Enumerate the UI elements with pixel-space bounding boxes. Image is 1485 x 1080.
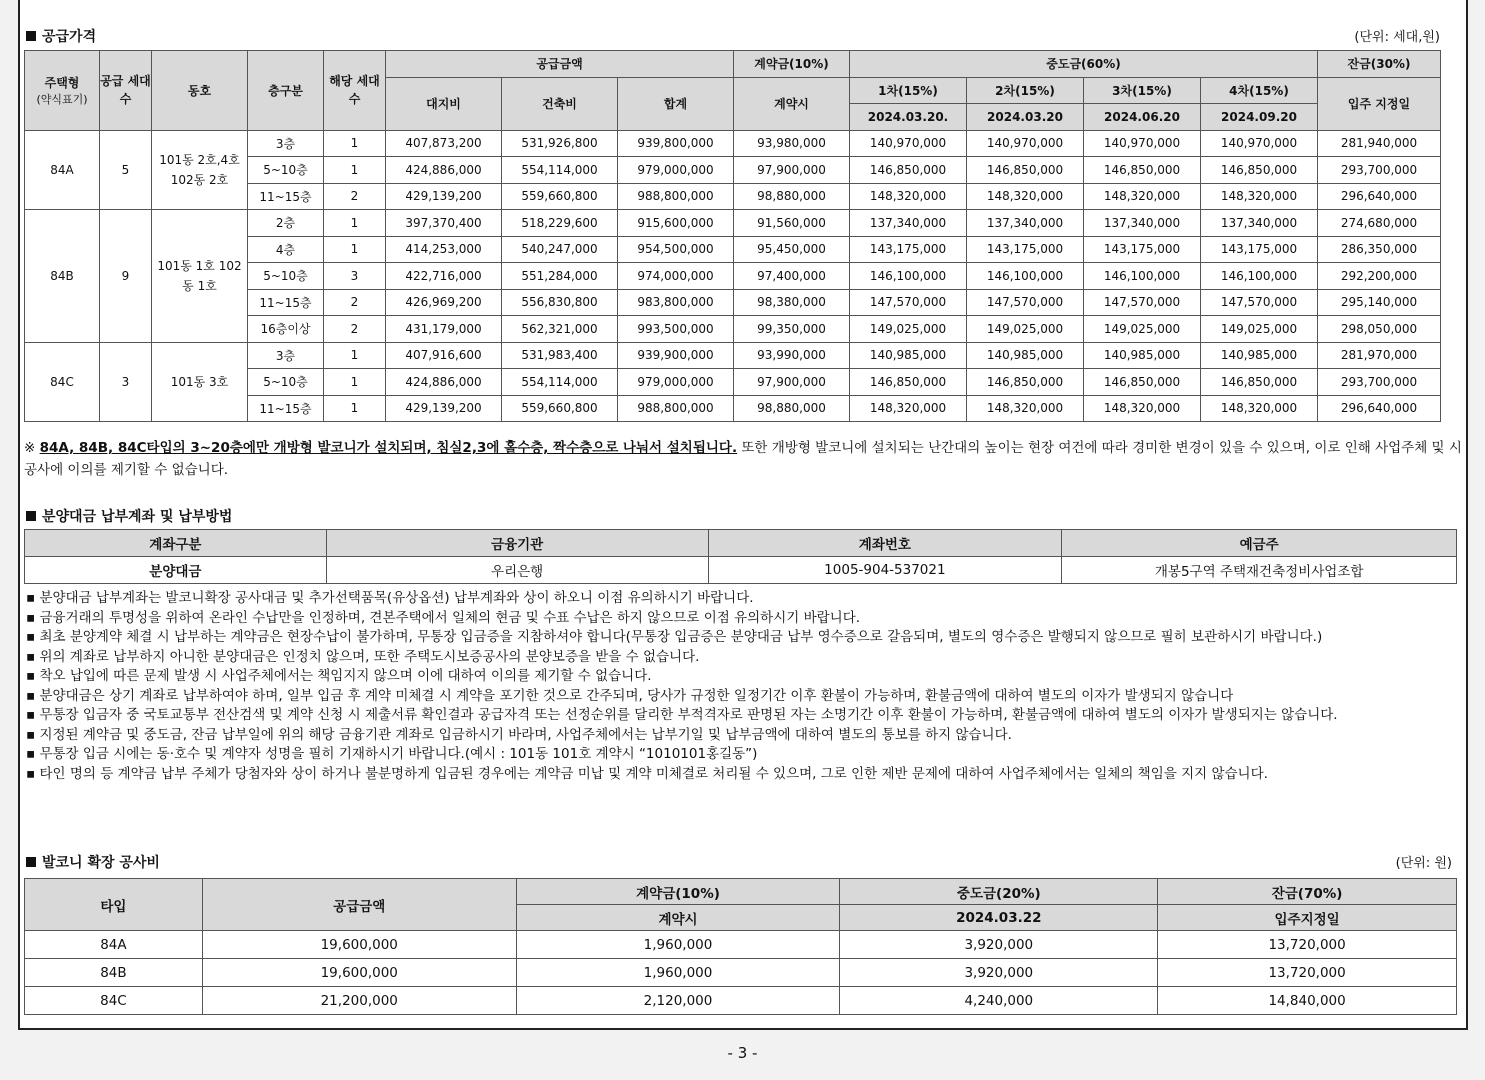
section-title-payment-account	[26, 506, 232, 526]
table-cell: 19,600,000	[202, 959, 516, 987]
table-cell: 293,700,000	[1318, 157, 1441, 184]
square-bullet-icon: ▪	[26, 648, 40, 665]
header-account-holder: 예금주	[1062, 530, 1457, 557]
table-cell: 148,320,000	[967, 183, 1084, 210]
header-deposit-when: 계약시	[734, 77, 850, 130]
table-cell: 147,570,000	[1084, 289, 1201, 316]
table-row	[25, 931, 1457, 959]
square-bullet-icon: ▪	[26, 629, 40, 645]
table-cell: 296,640,000	[1318, 395, 1441, 422]
header-b-deposit: 계약금(10%)	[516, 879, 840, 905]
table-cell: 97,900,000	[734, 369, 850, 396]
list-item-text: 분양대금 납부계좌는 발코니확장 공사대금 및 추가선택품목(유상옵션) 납부계좌와 상이 하오니 이점 유의하시기 바랍니다.	[39, 590, 754, 606]
table-cell: 979,000,000	[618, 369, 734, 396]
cell-supply-units: 9	[100, 210, 152, 343]
table-cell: 148,320,000	[967, 395, 1084, 422]
header-m3: 3차(15%)	[1084, 77, 1201, 104]
table-cell: 274,680,000	[1318, 210, 1441, 237]
table-cell: 554,114,000	[502, 157, 618, 184]
header-house-type	[25, 51, 100, 131]
list-item	[26, 628, 1446, 648]
header-m1: 1차(15%)	[850, 77, 967, 104]
table-cell: 146,100,000	[967, 263, 1084, 290]
table-cell: 281,970,000	[1318, 342, 1441, 369]
square-bullet-icon: ▪	[26, 668, 40, 684]
header-balance-when: 입주 지정일	[1318, 77, 1441, 130]
document-page	[18, 0, 1468, 1030]
table-cell: 98,880,000	[734, 183, 850, 210]
header-m2-date: 2024.03.20	[967, 104, 1084, 131]
table-cell: 84B	[25, 959, 203, 987]
table-cell: 540,247,000	[502, 236, 618, 263]
table-cell: 137,340,000	[967, 210, 1084, 237]
list-item	[26, 609, 1446, 629]
balcony-note	[24, 437, 1464, 481]
table-cell: 531,926,800	[502, 130, 618, 157]
table-cell: 137,340,000	[1201, 210, 1318, 237]
table-cell: 3,920,000	[840, 931, 1158, 959]
table-cell: 13,720,000	[1158, 959, 1457, 987]
table-cell: 148,320,000	[1201, 395, 1318, 422]
header-type: 타입	[25, 879, 203, 931]
table-cell: 424,886,000	[386, 369, 502, 396]
header-m2: 2차(15%)	[967, 77, 1084, 104]
table-cell: 146,100,000	[1084, 263, 1201, 290]
list-item	[26, 765, 1446, 785]
list-item-text: 착오 납입에 따른 문제 발생 시 사업주체에서는 책임지지 않으며 이에 대하여 이의를 제기할 수 없습니다.	[39, 668, 652, 684]
table-cell: 146,850,000	[1084, 157, 1201, 184]
table-cell: 84C	[25, 987, 203, 1015]
table-cell: 5~10층	[248, 369, 324, 396]
payment-account-table	[24, 529, 1457, 584]
table-cell: 146,850,000	[850, 157, 967, 184]
table-cell: 1	[324, 342, 386, 369]
header-dong-ho: 동호	[152, 51, 248, 131]
table-cell: 140,985,000	[850, 342, 967, 369]
balcony-cost-table-body	[25, 931, 1457, 1015]
header-balance: 잔금(30%)	[1318, 51, 1441, 78]
table-cell: 2,120,000	[516, 987, 840, 1015]
list-item	[26, 706, 1446, 726]
table-cell: 140,970,000	[850, 130, 967, 157]
table-cell: 1,960,000	[516, 959, 840, 987]
table-cell: 91,560,000	[734, 210, 850, 237]
header-total: 합계	[618, 77, 734, 130]
table-cell: 3	[324, 263, 386, 290]
cell-house-type: 84C	[25, 342, 100, 422]
list-item	[26, 667, 1446, 687]
table-cell: 397,370,400	[386, 210, 502, 237]
cell-dong-ho: 101동 1호 102동 1호	[152, 210, 248, 343]
header-m1-date: 2024.03.20.	[850, 104, 967, 131]
cell-house-type: 84A	[25, 130, 100, 210]
table-cell: 140,985,000	[967, 342, 1084, 369]
table-cell: 988,800,000	[618, 395, 734, 422]
table-cell: 16층이상	[248, 316, 324, 343]
table-cell: 146,100,000	[1201, 263, 1318, 290]
square-bullet-icon: ▪	[26, 687, 40, 704]
header-land: 대지비	[386, 77, 502, 130]
header-house-type-sub: (약식표기)	[36, 92, 88, 106]
table-cell: 93,990,000	[734, 342, 850, 369]
header-b-balance-when: 입주지정일	[1158, 905, 1457, 931]
table-row	[25, 130, 1441, 157]
table-cell: 146,850,000	[850, 369, 967, 396]
table-cell: 407,873,200	[386, 130, 502, 157]
table-cell: 143,175,000	[1201, 236, 1318, 263]
list-item-text: 타인 명의 등 계약금 납부 주체가 당첨자와 상이 하거나 불분명하게 입금된 경우에는 계약금 미납 및 계약 미체결로 처리될 수 있으며, 그로 인한 제반 문제에 대하여 사업주체에서는 일체의 책임을 지지 않습니다.	[39, 765, 1268, 782]
list-item-text: 지정된 계약금 및 중도금, 잔금 납부일에 위의 해당 금융기관 계좌로 입금하시기 바라며, 사업주체에서는 납부기일 및 납부금액에 대하여 별도의 통보를 하지 않습니다.	[39, 726, 1012, 743]
table-cell: 149,025,000	[967, 316, 1084, 343]
table-cell: 559,660,800	[502, 395, 618, 422]
square-bullet-icon: ▪	[26, 707, 40, 723]
table-cell: 137,340,000	[850, 210, 967, 237]
table-cell: 2	[324, 183, 386, 210]
table-cell: 3층	[248, 342, 324, 369]
table-cell: 518,229,600	[502, 210, 618, 237]
table-cell: 5~10층	[248, 263, 324, 290]
list-item-text: 무통장 입금 시에는 동·호수 및 계약자 성명을 필히 기재하시기 바랍니다.(예시 : 101동 101호 계약시 “1010101홍길동”)	[39, 746, 758, 762]
table-cell: 298,050,000	[1318, 316, 1441, 343]
table-cell: 140,970,000	[1084, 130, 1201, 157]
table-cell: 98,880,000	[734, 395, 850, 422]
header-supply-units: 공급 세대 수	[100, 51, 152, 131]
header-middle: 중도금(60%)	[850, 51, 1318, 78]
header-bank: 금융기관	[326, 530, 708, 557]
table-cell: 19,600,000	[202, 931, 516, 959]
square-bullet-icon: ▪	[26, 726, 40, 743]
header-supply-amount: 공급금액	[386, 51, 734, 78]
header-units: 해당 세대수	[324, 51, 386, 131]
table-cell: 939,900,000	[618, 342, 734, 369]
square-bullet-icon: ▪	[26, 590, 40, 606]
list-item	[26, 726, 1446, 746]
supply-price-table	[24, 50, 1441, 422]
header-m3-date: 2024.06.20	[1084, 104, 1201, 131]
table-cell: 143,175,000	[850, 236, 967, 263]
unit-label-balcony: (단위: 원)	[1395, 856, 1452, 871]
cell-dong-ho: 101동 3호	[152, 342, 248, 422]
table-cell: 1	[324, 130, 386, 157]
table-row	[25, 987, 1457, 1015]
table-cell: 295,140,000	[1318, 289, 1441, 316]
table-cell: 14,840,000	[1158, 987, 1457, 1015]
header-building: 건축비	[502, 77, 618, 130]
table-cell: 562,321,000	[502, 316, 618, 343]
table-cell: 414,253,000	[386, 236, 502, 263]
table-cell: 147,570,000	[967, 289, 1084, 316]
table-cell: 286,350,000	[1318, 236, 1441, 263]
table-cell: 21,200,000	[202, 987, 516, 1015]
table-cell: 140,985,000	[1201, 342, 1318, 369]
square-bullet-icon: ▪	[26, 746, 40, 762]
section-title-text: 발코니 확장 공사비	[42, 855, 160, 871]
table-cell: 11~15층	[248, 289, 324, 316]
table-cell: 148,320,000	[1084, 395, 1201, 422]
table-cell: 3층	[248, 130, 324, 157]
table-cell: 2층	[248, 210, 324, 237]
table-cell: 140,985,000	[1084, 342, 1201, 369]
table-cell: 95,450,000	[734, 236, 850, 263]
cell-bank: 우리은행	[326, 557, 708, 584]
table-cell: 140,970,000	[967, 130, 1084, 157]
table-cell: 429,139,200	[386, 183, 502, 210]
cell-dong-ho: 101동 2호,4호 102동 2호	[152, 130, 248, 210]
table-cell: 4층	[248, 236, 324, 263]
list-item-text: 위의 계좌로 납부하지 아니한 분양대금은 인정치 않으며, 또한 주택도시보증공사의 분양보증을 받을 수 없습니다.	[39, 648, 700, 665]
table-cell: 1	[324, 236, 386, 263]
supply-price-table-body	[25, 130, 1441, 422]
table-cell: 1	[324, 157, 386, 184]
list-item-text: 최초 분양계약 체결 시 납부하는 계약금은 현장수납이 불가하며, 무통장 입금증을 지참하셔야 합니다(무통장 입금증은 분양대금 납부 영수증으로 갈음되며, 별도의 영수증은 발행되지 않으므로 필히 보관하시기 바랍니다.)	[39, 629, 1323, 645]
table-cell: 143,175,000	[967, 236, 1084, 263]
header-b-deposit-when: 계약시	[516, 905, 840, 931]
table-cell: 993,500,000	[618, 316, 734, 343]
table-cell: 2	[324, 289, 386, 316]
square-bullet-icon: ▪	[26, 609, 40, 626]
table-cell: 551,284,000	[502, 263, 618, 290]
table-cell: 292,200,000	[1318, 263, 1441, 290]
table-cell: 146,850,000	[967, 157, 1084, 184]
table-cell: 147,570,000	[850, 289, 967, 316]
table-row	[25, 210, 1441, 237]
table-cell: 1	[324, 395, 386, 422]
note-mark: ※	[24, 440, 40, 456]
table-cell: 148,320,000	[1201, 183, 1318, 210]
table-cell: 93,980,000	[734, 130, 850, 157]
header-account-type: 계좌구분	[25, 530, 327, 557]
table-cell: 146,100,000	[850, 263, 967, 290]
section-title-balcony	[26, 852, 160, 872]
table-cell: 148,320,000	[1084, 183, 1201, 210]
cell-supply-units: 5	[100, 130, 152, 210]
section-title-supply-price	[26, 26, 96, 46]
note-text: 또한 개방형 발코니에 설치되는 난간대의 높이는 현장 여건에 따라 경미한 변경이 있을 수 있으며, 이로 인해 사업주체 및 시공사에 이의를 제기할 수 없습니다.	[24, 440, 1462, 478]
table-cell: 407,916,600	[386, 342, 502, 369]
table-cell: 4,240,000	[840, 987, 1158, 1015]
header-b-middle: 중도금(20%)	[840, 879, 1158, 905]
list-item-text: 무통장 입금자 중 국토교통부 전산검색 및 계약 신청 시 제출서류 확인결과 공급자격 또는 선정순위를 달리한 부적격자로 판명된 자는 소명기간 이후 환불이 가능하며, 환불금액에 대하여 별도의 이자가 발생되지는 않습니다.	[39, 707, 1338, 723]
table-cell: 915,600,000	[618, 210, 734, 237]
table-cell: 147,570,000	[1201, 289, 1318, 316]
table-cell: 426,969,200	[386, 289, 502, 316]
header-house-type-label: 주택형	[44, 75, 80, 90]
table-cell: 974,000,000	[618, 263, 734, 290]
table-cell: 13,720,000	[1158, 931, 1457, 959]
table-cell: 140,970,000	[1201, 130, 1318, 157]
header-b-middle-when: 2024.03.22	[840, 905, 1158, 931]
cell-supply-units: 3	[100, 342, 152, 422]
table-cell: 5~10층	[248, 157, 324, 184]
list-item	[26, 745, 1446, 765]
table-cell: 431,179,000	[386, 316, 502, 343]
table-cell: 149,025,000	[1201, 316, 1318, 343]
table-cell: 296,640,000	[1318, 183, 1441, 210]
table-cell: 954,500,000	[618, 236, 734, 263]
table-cell: 148,320,000	[850, 183, 967, 210]
table-cell: 98,380,000	[734, 289, 850, 316]
list-item-text: 금융거래의 투명성을 위하여 온라인 수납만을 인정하며, 견본주택에서 일체의 현금 및 수표 수납은 하지 않으므로 이점 유의하시기 바랍니다.	[39, 609, 861, 626]
table-cell: 559,660,800	[502, 183, 618, 210]
table-cell: 146,850,000	[967, 369, 1084, 396]
list-item	[26, 648, 1446, 668]
table-cell: 1	[324, 210, 386, 237]
page-number: - 3 -	[727, 1044, 758, 1062]
table-cell: 97,400,000	[734, 263, 850, 290]
cell-account-number: 1005-904-537021	[708, 557, 1062, 584]
table-cell: 97,900,000	[734, 157, 850, 184]
table-cell: 137,340,000	[1084, 210, 1201, 237]
square-bullet-icon	[26, 857, 36, 867]
table-cell: 429,139,200	[386, 395, 502, 422]
section-title-text: 분양대금 납부계좌 및 납부방법	[42, 509, 233, 525]
header-m4-date: 2024.09.20	[1201, 104, 1318, 131]
square-bullet-icon	[26, 31, 36, 41]
balcony-cost-table	[24, 878, 1457, 1015]
table-cell: 422,716,000	[386, 263, 502, 290]
table-cell: 11~15층	[248, 395, 324, 422]
table-cell: 11~15층	[248, 183, 324, 210]
table-cell: 84A	[25, 931, 203, 959]
table-cell: 149,025,000	[850, 316, 967, 343]
table-cell: 554,114,000	[502, 369, 618, 396]
table-cell: 424,886,000	[386, 157, 502, 184]
header-account-number: 계좌번호	[708, 530, 1062, 557]
list-item	[26, 589, 1446, 609]
payment-notes-list	[26, 589, 1446, 784]
square-bullet-icon	[26, 511, 36, 521]
list-item-text: 분양대금은 상기 계좌로 납부하여야 하며, 일부 입금 후 계약 미체결 시 계약을 포기한 것으로 간주되며, 당사가 규정한 일정기간 이후 환불이 가능하며, 환불금액에 대하여 별도의 이자가 발생되지 않습니다	[39, 687, 1234, 704]
table-cell: 281,940,000	[1318, 130, 1441, 157]
table-cell: 148,320,000	[850, 395, 967, 422]
table-cell: 1	[324, 369, 386, 396]
unit-label: (단위: 세대,원)	[1354, 30, 1440, 45]
table-cell: 143,175,000	[1084, 236, 1201, 263]
list-item	[26, 687, 1446, 707]
header-supply: 공급금액	[202, 879, 516, 931]
header-b-balance: 잔금(70%)	[1158, 879, 1457, 905]
table-cell: 146,850,000	[1084, 369, 1201, 396]
table-row	[25, 959, 1457, 987]
table-cell: 556,830,800	[502, 289, 618, 316]
table-cell: 2	[324, 316, 386, 343]
header-floor: 층구분	[248, 51, 324, 131]
cell-house-type: 84B	[25, 210, 100, 343]
table-cell: 979,000,000	[618, 157, 734, 184]
table-cell: 146,850,000	[1201, 369, 1318, 396]
table-cell: 3,920,000	[840, 959, 1158, 987]
table-cell: 99,350,000	[734, 316, 850, 343]
section-title-text: 공급가격	[42, 29, 97, 45]
table-cell: 983,800,000	[618, 289, 734, 316]
note-bold-text: 84A, 84B, 84C타입의 3~20층에만 개방형 발코니가 설치되며, 침실2,3에 홀수층, 짝수층으로 나눠서 설치됩니다.	[39, 440, 738, 456]
square-bullet-icon: ▪	[26, 765, 40, 782]
cell-account-type: 분양대금	[25, 557, 327, 584]
cell-account-holder: 개봉5구역 주택재건축정비사업조합	[1062, 557, 1457, 584]
table-cell: 939,800,000	[618, 130, 734, 157]
table-cell: 149,025,000	[1084, 316, 1201, 343]
table-row	[25, 342, 1441, 369]
table-cell: 293,700,000	[1318, 369, 1441, 396]
header-m4: 4차(15%)	[1201, 77, 1318, 104]
table-cell: 146,850,000	[1201, 157, 1318, 184]
table-cell: 1,960,000	[516, 931, 840, 959]
table-cell: 531,983,400	[502, 342, 618, 369]
table-cell: 988,800,000	[618, 183, 734, 210]
header-deposit: 계약금(10%)	[734, 51, 850, 78]
